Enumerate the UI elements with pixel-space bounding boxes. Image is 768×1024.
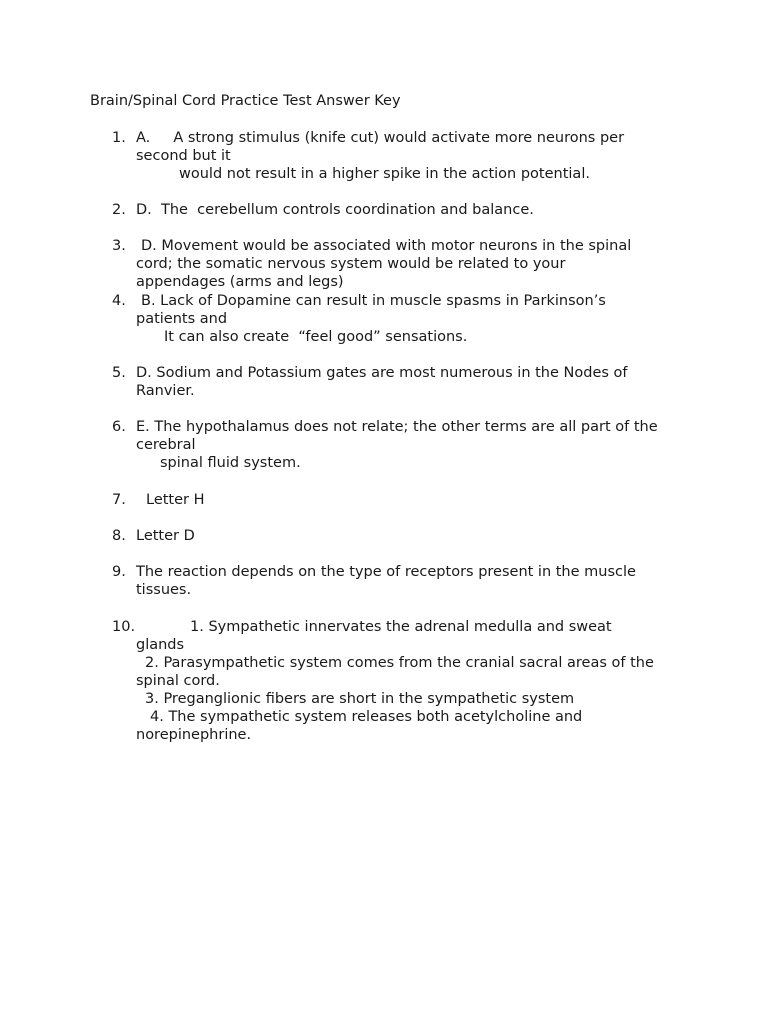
item-line: 3. Preganglionic fibers are short in the sympathetic system: [145, 691, 575, 707]
item-line: 2. Parasympathetic system comes from the cranial sacral areas of the: [145, 655, 654, 671]
item-line: It can also create “feel good” sensations.: [164, 329, 468, 345]
item-line: The reaction depends on the type of receptors present in the muscle: [136, 564, 636, 580]
item-number: 7.: [112, 492, 126, 508]
item-line: 4. The sympathetic system releases both acetylcholine and: [150, 709, 583, 725]
item-line: spinal cord.: [136, 673, 220, 689]
item-line: norepinephrine.: [136, 727, 252, 743]
item-number: 8.: [112, 528, 126, 544]
document-title: Brain/Spinal Cord Practice Test Answer Key: [90, 93, 401, 109]
item-text: [136, 237, 696, 291]
item-text: [136, 618, 696, 744]
item-line: D. Sodium and Potassium gates are most numerous in the Nodes of: [136, 365, 628, 381]
item-line: appendages (arms and legs): [136, 274, 344, 290]
item-line: glands: [136, 637, 185, 653]
item-line: E. The hypothalamus does not relate; the other terms are all part of the: [136, 419, 658, 435]
item-line: Letter D: [136, 528, 195, 544]
item-line: D. The cerebellum controls coordination and balance.: [136, 202, 534, 218]
item-number: 9.: [112, 564, 126, 580]
item-text: [136, 491, 696, 509]
item-text: [136, 292, 696, 346]
item-number: 6.: [112, 419, 126, 435]
item-number: 2.: [112, 202, 126, 218]
item-number: 1.: [112, 130, 126, 146]
item-line: tissues.: [136, 582, 192, 598]
item-number: 3.: [112, 238, 126, 254]
item-text: [136, 527, 696, 545]
item-text: [136, 201, 696, 219]
item-line: spinal fluid system.: [160, 455, 301, 471]
item-text: [136, 418, 696, 472]
item-line: patients and: [136, 311, 228, 327]
item-line: cord; the somatic nervous system would be related to your: [136, 256, 566, 272]
item-text: [136, 563, 696, 599]
item-line: Ranvier.: [136, 383, 195, 399]
item-number: 5.: [112, 365, 126, 381]
item-number: 10.: [112, 619, 136, 635]
item-line: cerebral: [136, 437, 196, 453]
item-number: 4.: [112, 293, 126, 309]
item-line: Letter H: [146, 492, 205, 508]
item-line: would not result in a higher spike in the action potential.: [179, 166, 590, 182]
item-line: B. Lack of Dopamine can result in muscle spasms in Parkinson’s: [141, 293, 606, 309]
item-line: 1. Sympathetic innervates the adrenal medulla and sweat: [190, 619, 612, 635]
item-line: second but it: [136, 148, 231, 164]
item-line: D. Movement would be associated with motor neurons in the spinal: [141, 238, 632, 254]
item-line: A. A strong stimulus (knife cut) would activate more neurons per: [136, 130, 625, 146]
item-text: [136, 129, 696, 183]
item-text: [136, 364, 696, 400]
